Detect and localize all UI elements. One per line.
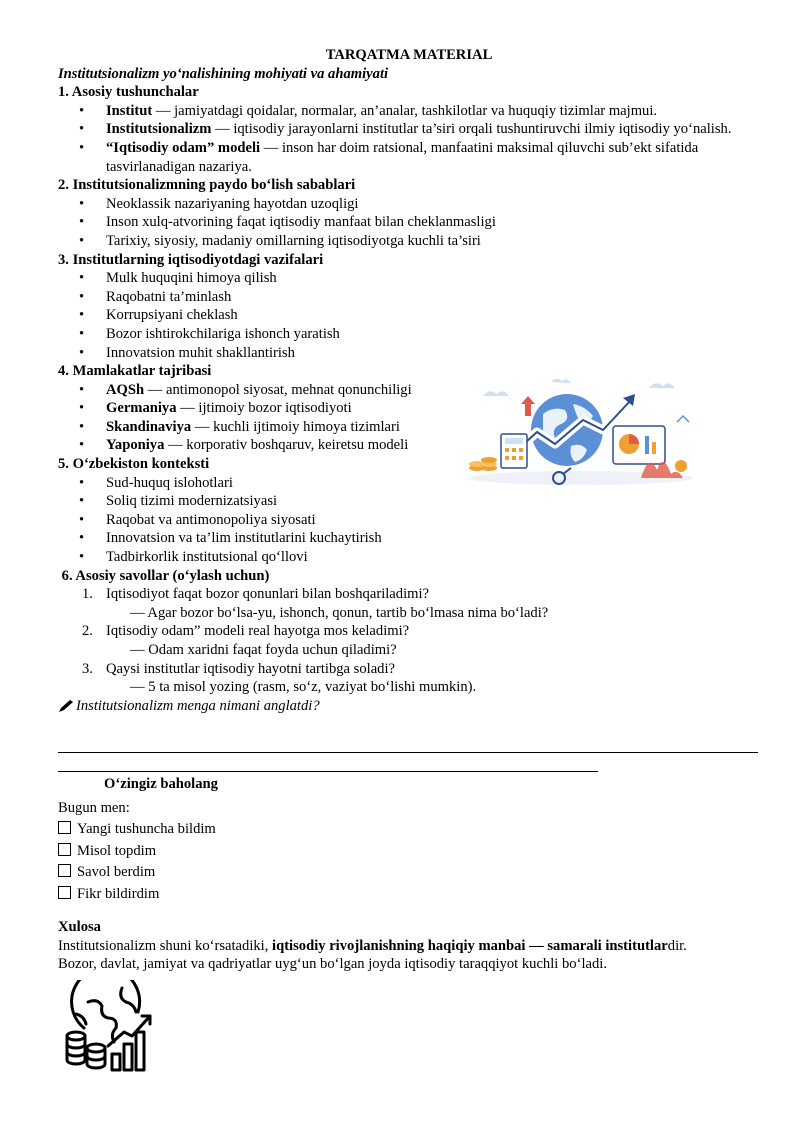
list-item: • Neoklassik nazariyaning hayotdan uzoqligi: [58, 195, 760, 214]
term: “Iqtisodiy odam” modeli: [106, 139, 261, 156]
question-text: Qaysi institutlar iqtisodiy hayotni tartibga soladi?: [106, 660, 395, 677]
list-item: [58, 120, 760, 139]
checkbox-item[interactable]: [58, 884, 760, 906]
list-item: • Raqobat va antimonopoliya siyosati: [58, 511, 760, 530]
list-item: • Inson xulq-atvorining faqat iqtisodiy manfaat bilan cheklanmasligi: [58, 213, 760, 232]
question-item: [58, 622, 760, 641]
list-item: [58, 399, 436, 418]
reflection-prompt: [58, 697, 760, 716]
question-item: [58, 660, 760, 679]
question-text: Iqtisodiyot faqat bozor qonunlari bilan boshqariladimi?: [106, 586, 430, 603]
definition: — ijtimoiy bozor iqtisodiyoti: [176, 400, 352, 417]
answer-line[interactable]: [58, 771, 598, 772]
self-eval-heading: O‘zingiz baholang: [104, 776, 218, 792]
list-item: • Sud-huquq islohotlari: [58, 474, 760, 493]
list-item: • Tadbirkorlik institutsional qo‘llovi: [58, 548, 760, 567]
term: Germaniya: [106, 400, 177, 417]
section-heading-4: 4. Mamlakatlar tajribasi: [58, 363, 212, 380]
question-followup: — Agar bozor bo‘lsa-yu, ishonch, qonun, tartib bo‘lmasa nima bo‘ladi?: [130, 604, 549, 621]
term: Skandinaviya: [106, 418, 192, 435]
question-followup: — 5 ta misol yozing (rasm, so‘z, vaziyat bo‘lishi mumkin).: [130, 679, 477, 696]
self-eval-intro: Bugun men:: [58, 799, 130, 816]
question-text: Iqtisodiy odam” modeli real hayotga mos keladimi?: [106, 623, 410, 640]
section-heading-3: 3. Institutlarning iqtisodiyotdagi vazifalari: [58, 251, 324, 268]
definition: — inson har doim ratsional, manfaatini maksimal qiluvchi sub’ekt sifatida tasvirlanadigan nazariya.: [106, 139, 699, 175]
list-item: • Bozor ishtirokchilariga ishonch yaratish: [58, 325, 760, 344]
definition: — iqtisodiy jarayonlarni institutlar ta’siri orqali tushuntiruvchi ilmiy iqtisodiy yo‘nalish.: [211, 121, 732, 138]
checkbox[interactable]: [58, 843, 71, 856]
checkbox[interactable]: [58, 886, 71, 899]
section-heading-5: 5. O‘zbekiston konteksti: [58, 456, 210, 473]
definition: — kuchli ijtimoiy himoya tizimlari: [191, 418, 400, 435]
page-title: TARQATMA MATERIAL: [325, 47, 493, 63]
page-subtitle: Institutsionalizm yo‘nalishining mohiyati va ahamiyati: [58, 65, 389, 82]
globe-finance-icon: [62, 980, 158, 1074]
definition: — korporativ boshqaruv, keiretsu modeli: [164, 437, 409, 454]
question-number: 1.: [82, 586, 93, 603]
questions-list: [58, 585, 760, 697]
checkbox[interactable]: [58, 864, 71, 877]
list-item: • Innovatsion muhit shakllantirish: [58, 344, 760, 363]
term: Yaponiya: [106, 437, 165, 454]
checkbox-item[interactable]: [58, 819, 760, 841]
question-number: 3.: [82, 660, 93, 677]
list-item: • Innovatsion va ta’lim institutlarini kuchaytirish: [58, 529, 760, 548]
question-followup: — Odam xaridni faqat foyda uchun qiladimi?: [130, 642, 397, 658]
list-item: • Raqobatni ta’minlash: [58, 288, 760, 307]
checkbox-label: Yangi tushuncha bildim: [77, 821, 216, 838]
pencil-icon: [58, 699, 74, 713]
conclusion-text: [58, 937, 762, 956]
checkbox-item[interactable]: [58, 862, 760, 884]
conclusion-heading: Xulosa: [58, 919, 101, 935]
term: Institutsionalizm: [106, 121, 212, 138]
list-item: [58, 418, 436, 437]
checkbox-item[interactable]: [58, 841, 760, 863]
conclusion-text-part: Institutsionalizm shuni ko‘rsatadiki,: [58, 937, 273, 954]
definition: — antimonopol siyosat, mehnat qonunchiligi: [144, 381, 412, 398]
section-heading-1: 1. Asosiy tushunchalar: [58, 84, 199, 101]
checkbox[interactable]: [58, 821, 71, 834]
term: Institut: [106, 102, 153, 119]
list-item: [58, 436, 436, 455]
term: AQSh: [106, 381, 145, 398]
reasons-list: [58, 195, 760, 251]
reflection-text: Institutsionalizm menga nimani anglatdi?: [76, 697, 320, 714]
answer-line[interactable]: [58, 752, 758, 753]
definition: — jamiyatdagi qoidalar, normalar, an’analar, tashkilotlar va huquqiy tizimlar majmui.: [152, 102, 658, 119]
section-heading-6: 6. Asosiy savollar (o‘ylash uchun): [58, 567, 270, 584]
list-item: [58, 102, 760, 121]
list-item: • Mulk huquqini himoya qilish: [58, 269, 760, 288]
list-item: • Soliq tizimi modernizatsiyasi: [58, 492, 760, 511]
conclusion-text-part: dir.: [667, 937, 687, 954]
economy-illustration: [463, 374, 699, 488]
list-item: [58, 139, 760, 176]
functions-list: [58, 269, 760, 362]
conclusion: [58, 918, 762, 974]
checkbox-label: Fikr bildirdim: [77, 885, 160, 902]
checkbox-label: Misol topdim: [77, 842, 157, 859]
conclusion-line2: Bozor, davlat, jamiyat va qadriyatlar uyg‘un bo‘lgan joyda iqtisodiy taraqqiyot kuchli bo‘ladi.: [58, 956, 607, 973]
list-item: • Korrupsiyani cheklash: [58, 306, 760, 325]
question-number: 2.: [82, 623, 93, 640]
list-item: [58, 381, 436, 400]
section-heading-2: 2. Institutsionalizmning paydo bo‘lish sabablari: [58, 177, 356, 194]
conclusion-emphasis: iqtisodiy rivojlanishning haqiqiy manbai — samarali institutlar: [272, 937, 668, 954]
concepts-list: [58, 102, 760, 176]
checkbox-label: Savol berdim: [77, 864, 156, 881]
self-evaluation: [58, 774, 760, 906]
list-item: • Tarixiy, siyosiy, madaniy omillarning iqtisodiyotga kuchli ta’siri: [58, 232, 760, 251]
question-item: [58, 585, 760, 604]
